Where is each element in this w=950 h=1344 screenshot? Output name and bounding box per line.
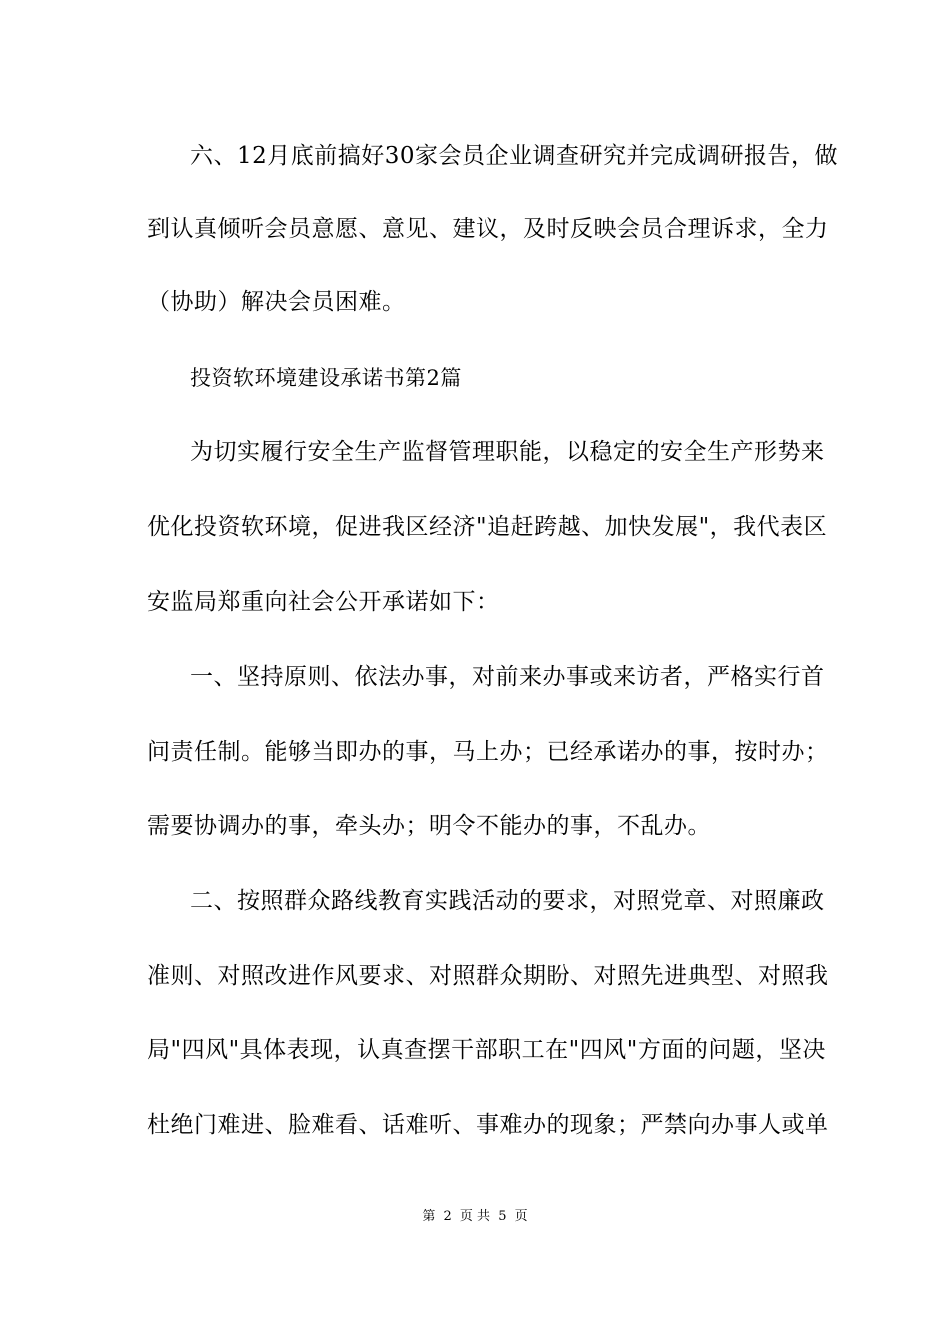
paragraph-line: 优化投资软环境，促进我区经济"追赶跨越、加快发展"，我代表区 [147,514,828,540]
footer-page-number: 2 [443,1209,452,1224]
paragraph-line: 局"四风"具体表现，认真查摆干部职工在"四风"方面的问题，坚决 [147,1037,826,1063]
footer-middle: 页 共 [459,1209,491,1224]
paragraph-line: （协助）解决会员困难。 [147,289,406,315]
paragraph-line: 杜绝门难进、脸难看、话难听、事难办的现象；严禁向办事人或单 [147,1112,829,1138]
section-heading: 投资软环境建设承诺书第2篇 [190,366,462,390]
footer-suffix: 页 [514,1209,528,1224]
paragraph-line: 准则、对照改进作风要求、对照群众期盼、对照先进典型、对照我 [147,963,829,989]
paragraph-line: 六、12月底前搞好30家会员企业调查研究并完成调研报告，做 [190,143,839,169]
paragraph-line: 二、按照群众路线教育实践活动的要求，对照党章、对照廉政 [190,888,825,914]
paragraph-line: 需要协调办的事，牵头办；明令不能办的事，不乱办。 [147,813,711,839]
paragraph-line: 到认真倾听会员意愿、意见、建议，及时反映会员合理诉求，全力 [147,216,829,242]
page-footer [0,1208,950,1226]
paragraph-line: 一、坚持原则、依法办事，对前来办事或来访者，严格实行首 [190,664,825,690]
paragraph-line: 问责任制。能够当即办的事，马上办；已经承诺办的事，按时办； [147,739,829,765]
footer-total-pages: 5 [498,1209,507,1224]
paragraph-line: 为切实履行安全生产监督管理职能，以稳定的安全生产形势来 [190,439,825,465]
footer-prefix: 第 [422,1209,436,1224]
paragraph-line: 安监局郑重向社会公开承诺如下： [147,589,500,615]
